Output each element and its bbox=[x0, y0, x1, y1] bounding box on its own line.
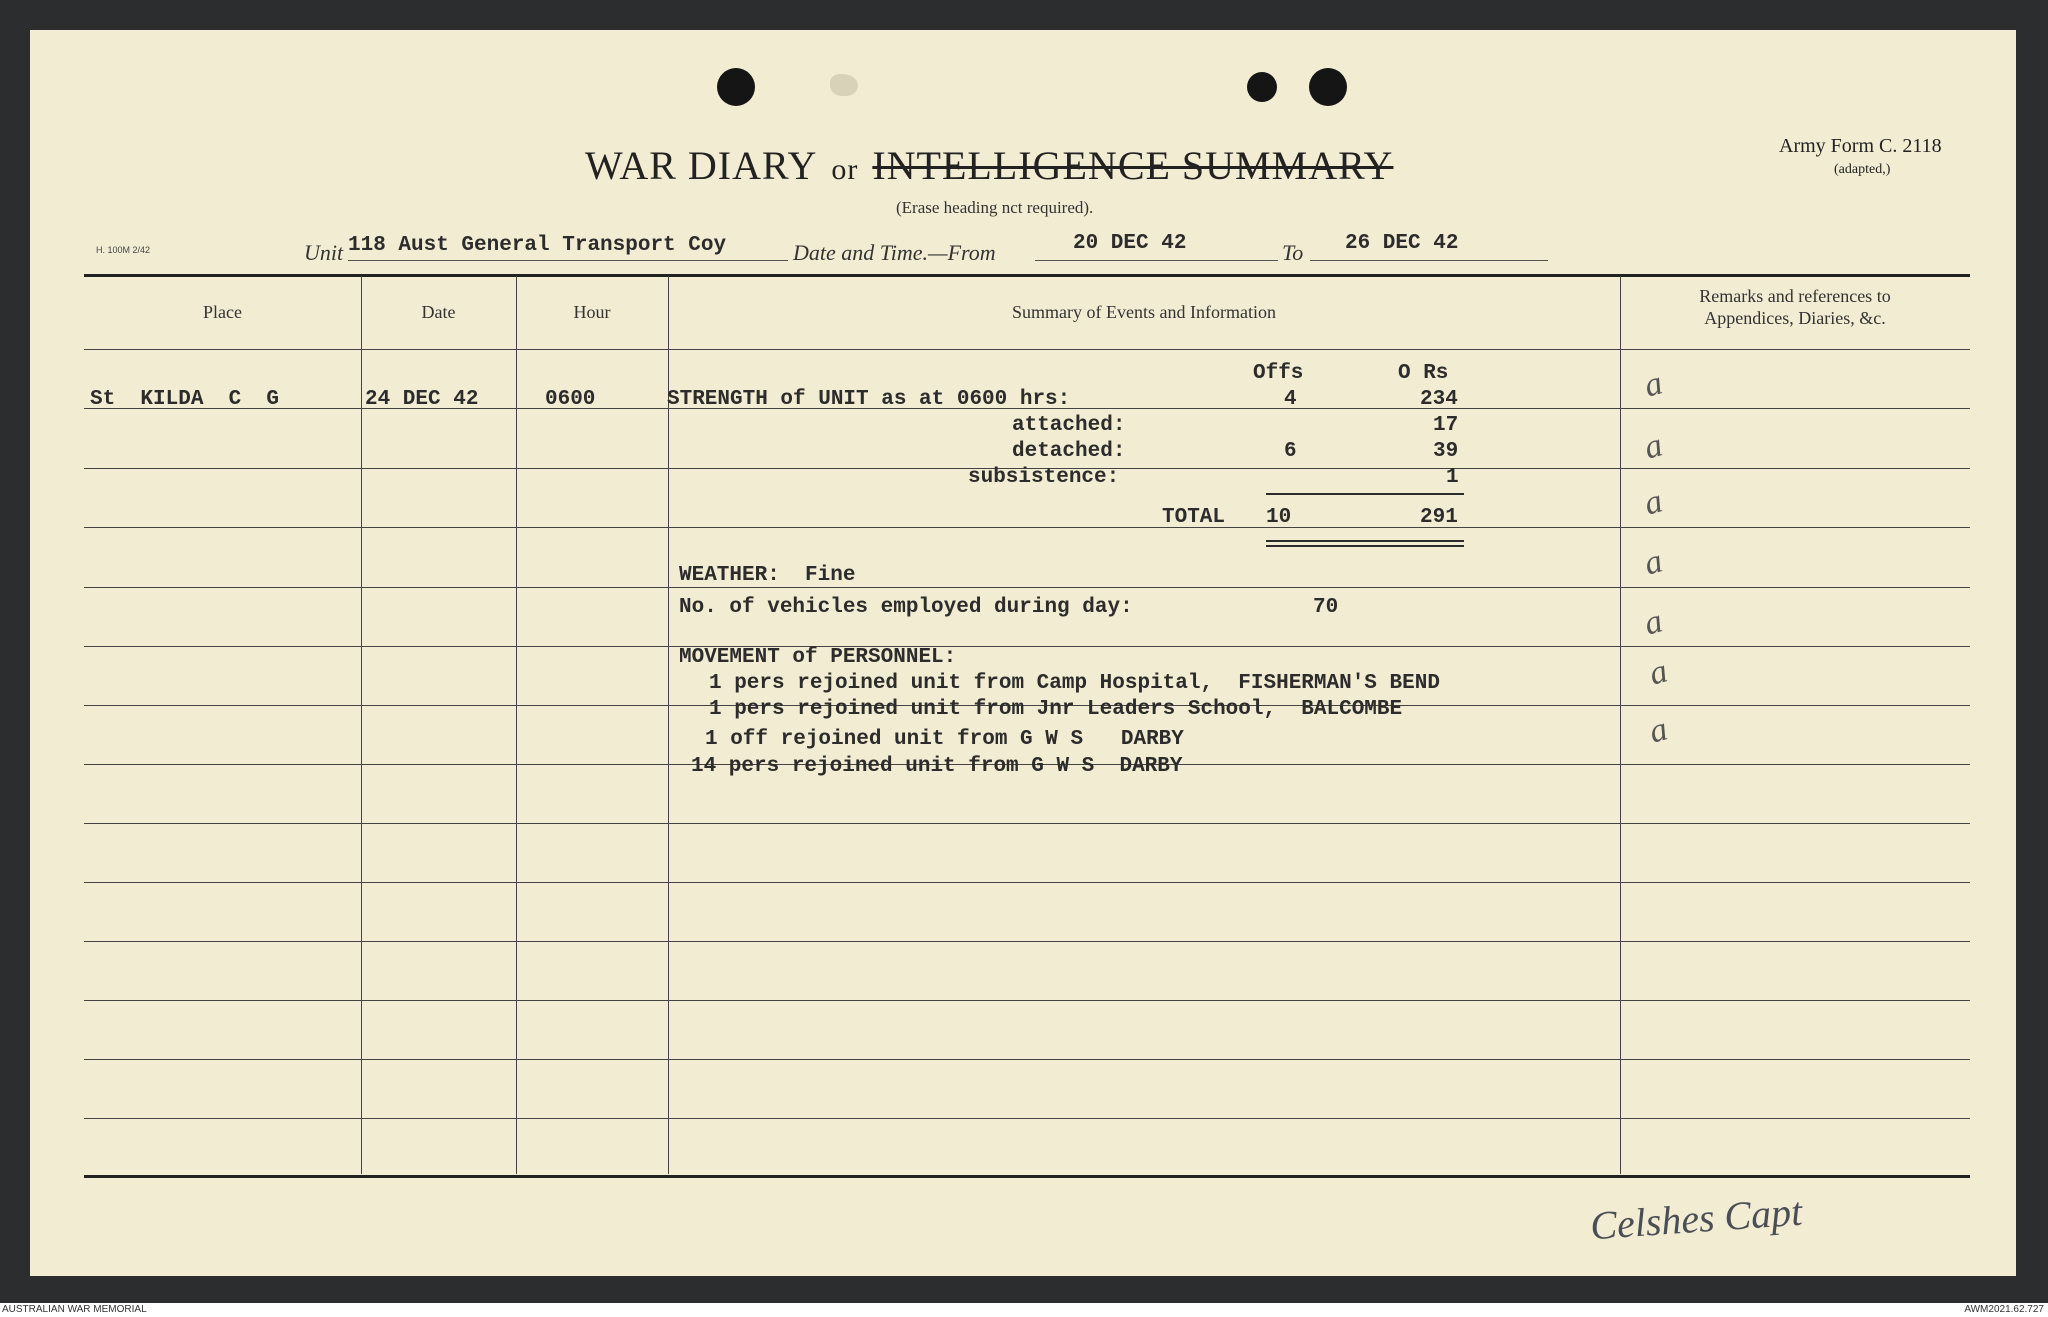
entry-hour: 0600 bbox=[545, 388, 596, 411]
column-header-remarks bbox=[1620, 285, 1970, 329]
title-struck: INTELLIGENCE SUMMARY bbox=[872, 143, 1394, 188]
weather-line: WEATHER: Fine bbox=[679, 564, 856, 587]
punch-hole bbox=[717, 68, 755, 106]
title-or: or bbox=[831, 153, 859, 186]
total-double-rule bbox=[1266, 545, 1464, 547]
column-divider bbox=[516, 276, 517, 1174]
movement-line: 14 pers rejoined unit from G W S DARBY bbox=[691, 755, 1183, 778]
punch-hole bbox=[1309, 68, 1347, 106]
column-header-place: Place bbox=[203, 302, 242, 322]
army-form-number: Army Form C. 2118 bbox=[1779, 135, 1942, 157]
strength-row-ors: 234 bbox=[1420, 388, 1458, 411]
strength-row-ors: 1 bbox=[1446, 466, 1459, 489]
column-header-hour: Hour bbox=[573, 302, 611, 322]
torn-punch-hole bbox=[830, 74, 858, 96]
remarks-header-line1: Remarks and references to bbox=[1699, 286, 1891, 306]
strength-row-label: detached: bbox=[1012, 440, 1126, 463]
strength-col-ors: O Rs bbox=[1398, 362, 1449, 385]
strength-row-label: STRENGTH of UNIT as at 0600 hrs: bbox=[667, 388, 1071, 411]
remarks-initial-mark: a bbox=[1645, 710, 1672, 751]
table-bottom-rule bbox=[84, 1175, 1970, 1178]
strength-col-offs: Offs bbox=[1253, 362, 1304, 385]
total-double-rule bbox=[1266, 540, 1464, 542]
movement-line: 1 pers rejoined unit from Camp Hospital, FISHERMAN'S BEND bbox=[709, 672, 1440, 695]
row-rule bbox=[84, 587, 1970, 588]
archive-name: AUSTRALIAN WAR MEMORIAL bbox=[2, 1304, 147, 1315]
from-underline bbox=[1035, 260, 1278, 261]
remarks-initial-mark: a bbox=[1640, 426, 1667, 467]
total-rule bbox=[1266, 493, 1464, 495]
movement-line: 1 pers rejoined unit from Jnr Leaders School, BALCOMBE bbox=[709, 698, 1403, 721]
strength-row-ors: 39 bbox=[1433, 440, 1459, 463]
column-header-date: Date bbox=[421, 302, 456, 322]
entry-date: 24 DEC 42 bbox=[365, 388, 479, 411]
entry-place: St KILDA C G bbox=[90, 388, 280, 411]
remarks-header-line2: Appendices, Diaries, &c. bbox=[1704, 308, 1886, 328]
column-divider bbox=[361, 276, 362, 1174]
punch-hole bbox=[1247, 72, 1277, 102]
archive-reference: AWM2021.62.727 bbox=[1964, 1304, 2044, 1315]
vehicles-label: No. of vehicles employed during day: bbox=[679, 596, 1133, 619]
column-divider bbox=[1620, 276, 1621, 1174]
title-main: WAR DIARY bbox=[585, 143, 818, 188]
form-title bbox=[585, 142, 1393, 189]
remarks-initial-mark: a bbox=[1645, 652, 1672, 693]
row-rule bbox=[84, 1059, 1970, 1060]
from-date-value: 20 DEC 42 bbox=[1073, 232, 1187, 255]
movement-line: 1 off rejoined unit from G W S DARBY bbox=[705, 728, 1184, 751]
row-rule bbox=[84, 1000, 1970, 1001]
unit-label: Unit bbox=[304, 240, 344, 265]
strength-row-offs: 6 bbox=[1284, 440, 1297, 463]
strength-total-label: TOTAL bbox=[1162, 506, 1226, 529]
movement-heading: MOVEMENT of PERSONNEL: bbox=[679, 646, 957, 669]
unit-underline bbox=[348, 260, 788, 261]
officer-signature: Celshes Capt bbox=[1588, 1188, 1804, 1249]
table-top-rule bbox=[84, 274, 1970, 277]
row-rule bbox=[84, 646, 1970, 647]
row-rule bbox=[84, 941, 1970, 942]
remarks-initial-mark: a bbox=[1640, 602, 1667, 643]
row-rule bbox=[84, 527, 1970, 528]
vehicles-value: 70 bbox=[1313, 596, 1339, 619]
row-rule bbox=[84, 823, 1970, 824]
to-underline bbox=[1310, 260, 1548, 261]
erase-note: (Erase heading nct required). bbox=[896, 198, 1094, 217]
remarks-initial-mark: a bbox=[1640, 542, 1667, 583]
strength-row-ors: 17 bbox=[1433, 414, 1459, 437]
date-time-label: Date and Time.—From bbox=[793, 240, 996, 265]
row-rule bbox=[84, 1118, 1970, 1119]
form-print-code: H. 100M 2/42 bbox=[96, 245, 151, 255]
strength-total-offs: 10 bbox=[1266, 506, 1292, 529]
header-bottom-rule bbox=[84, 349, 1970, 350]
strength-row-label: subsistence: bbox=[968, 466, 1120, 489]
strength-row-offs: 4 bbox=[1284, 388, 1297, 411]
adapted-note: (adapted,) bbox=[1834, 162, 1891, 177]
to-label: To bbox=[1282, 240, 1304, 265]
unit-value: 118 Aust General Transport Coy bbox=[348, 234, 727, 257]
remarks-initial-mark: a bbox=[1640, 482, 1667, 523]
strength-total-ors: 291 bbox=[1420, 506, 1458, 529]
archive-footer bbox=[0, 1303, 2048, 1317]
column-header-summary: Summary of Events and Information bbox=[1012, 302, 1276, 322]
remarks-initial-mark: a bbox=[1640, 364, 1667, 405]
row-rule bbox=[84, 882, 1970, 883]
strength-row-label: attached: bbox=[1012, 414, 1126, 437]
to-date-value: 26 DEC 42 bbox=[1345, 232, 1459, 255]
